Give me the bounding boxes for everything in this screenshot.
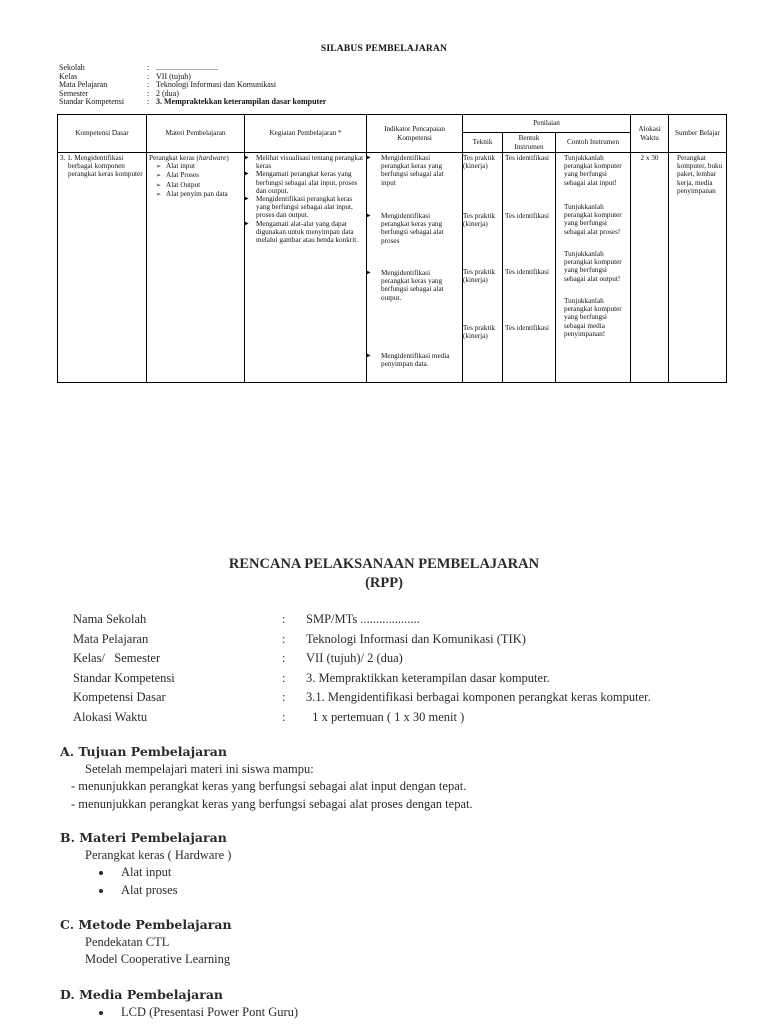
- rpp-info-label: Kompetensi Dasar: [73, 690, 166, 704]
- section-heading: C. Metode Pembelajaran: [60, 917, 232, 932]
- list-item: ▶ Mengidentifikasi perangkat keras yang berfungsi sebagai alat output.: [369, 269, 460, 352]
- section-media: [60, 986, 298, 1021]
- info-label: Mata Pelajaran: [59, 80, 108, 90]
- teknik-item: Tes praktik (kinerja): [463, 212, 496, 229]
- info-label: Kelas: [59, 71, 78, 81]
- rpp-info-value: 3. Mempraktikkan keterampilan dasar komputer.: [306, 670, 550, 685]
- header-kegiatan: Kegiatan Pembelajaran *: [245, 115, 367, 153]
- text-line: - menunjukkan perangkat keras yang berfungsi sebagai alat input dengan tepat.: [71, 779, 467, 793]
- contoh-item: Tunjukkanlah perangkat komputer yang berfungsi sebagai alat input!: [564, 154, 622, 187]
- info-value: 2 (dua): [156, 88, 179, 98]
- list-item: ➢ Alat input: [157, 162, 242, 171]
- rpp-info-value: 3.1. Mengidentifikasi berbagai komponen perangkat keras komputer.: [306, 690, 651, 704]
- list-item: • Alat input: [113, 864, 231, 882]
- contoh-item: Tunjukkanlah perangkat komputer yang berfungsi sebagai media penyimpanan!: [564, 297, 622, 338]
- bentuk-item: Tes identifikasi: [505, 212, 550, 220]
- info-value: VII (tujuh): [156, 71, 191, 81]
- section-tujuan: [60, 743, 473, 813]
- rpp-info-row: [73, 669, 651, 689]
- rpp-info-colon: :: [282, 631, 286, 646]
- rpp-info-label: Standar Kompetensi: [73, 670, 175, 685]
- section-body: [60, 1004, 298, 1022]
- list-item: • Alat proses: [113, 882, 231, 900]
- list-item: ▶ Mengamati alat-alat yang dapat digunakan untuk menyimpan data melalui gambar atau benda konkrit.: [247, 220, 364, 245]
- info-colon: :: [147, 80, 150, 90]
- info-label: Semester: [59, 88, 89, 98]
- info-colon: :: [147, 63, 150, 72]
- rpp-info-row: [73, 688, 651, 708]
- rpp-info-value: VII (tujuh)/ 2 (dua): [306, 651, 403, 665]
- header-indikator: Indikator Pencapaian Kompetensi: [367, 115, 463, 153]
- info-label: Standar Kompetensi: [59, 97, 125, 107]
- rpp-info-value: 1 x pertemuan ( 1 x 30 menit ): [306, 709, 465, 724]
- section-heading: B. Materi Pembelajaran: [60, 830, 227, 845]
- header-alokasi: Alokasi Waktu: [631, 115, 669, 153]
- list-item: ▶ Mengidentifikasi perangkat keras yang berfungsi sebagai alat input, proses dan output.: [247, 195, 364, 220]
- header-materi: Materi Pembelajaran: [147, 115, 245, 153]
- cell-sumber: Perangkat komputer, buku paket, lembar kerja, media penyimpanan: [669, 153, 727, 383]
- cell-indikator: [367, 153, 463, 383]
- info-value: ...............................: [156, 63, 218, 72]
- text-line: Perangkat keras ( Hardware ): [85, 847, 232, 862]
- cell-alokasi: 2 x 30: [631, 153, 669, 383]
- rpp-info-label: Kelas/ Semester: [73, 651, 161, 665]
- cell-materi: [147, 153, 245, 383]
- kegiatan-list: [247, 154, 364, 244]
- rpp-info-label: Nama Sekolah: [73, 612, 147, 626]
- info-row-standar-kompetensi: [59, 98, 326, 107]
- rpp-info-colon: :: [282, 670, 286, 685]
- bullet-list: [85, 864, 231, 899]
- info-value: 3. Mempraktekkan keterampilan dasar komputer: [156, 97, 327, 107]
- section-metode: [60, 916, 232, 969]
- syllabus-table: [57, 114, 727, 383]
- list-item: ▶ Mengidentifikasi perangkat keras yang berfungsi sebagai alat proses: [369, 212, 460, 269]
- rpp-info: [73, 610, 651, 727]
- rpp-info-colon: :: [282, 612, 286, 626]
- section-materi: [60, 829, 231, 899]
- teknik-item: Tes praktik (kinerja): [463, 154, 496, 171]
- rpp-title: [0, 555, 768, 593]
- rpp-info-row: [73, 630, 651, 650]
- teknik-item: Tes praktik (kinerja): [463, 324, 496, 341]
- rpp-info-colon: :: [282, 651, 286, 665]
- info-colon: :: [147, 88, 150, 98]
- section-body: [60, 934, 232, 969]
- rpp-info-value: SMP/MTs ...................: [306, 612, 420, 626]
- syllabus-info: [59, 64, 326, 107]
- list-item: ▶ Melihat visualisasi tentang perangkat keras: [247, 154, 364, 170]
- info-value: Teknologi Informasi dan Komunikasi: [156, 80, 277, 90]
- list-item: ▶ Mengidentifikasi perangkat keras yang berfungsi sebagai alat input: [369, 154, 460, 212]
- cell-bentuk: [503, 153, 556, 383]
- list-item: ▶ Mengamati perangkat keras yang berfungsi sebagai alat input, proses dan output.: [247, 170, 364, 195]
- text-line: - menunjukkan perangkat keras yang berfungsi sebagai alat proses dengan tepat.: [71, 796, 473, 811]
- text-line: Setelah mempelajari materi ini siswa mampu:: [85, 761, 314, 776]
- section-body: [60, 847, 231, 900]
- materi-list: [149, 162, 242, 199]
- section-heading: D. Media Pembelajaran: [60, 987, 224, 1002]
- header-teknik: Teknik: [463, 133, 503, 153]
- text-line: Model Cooperative Learning: [85, 952, 231, 966]
- header-kompetensi-dasar: Kompetensi Dasar: [58, 115, 147, 153]
- info-row-mapel: [59, 81, 326, 90]
- rpp-info-colon: :: [282, 690, 286, 704]
- cell-teknik: [463, 153, 503, 383]
- header-bentuk: Bentuk Instrumen: [503, 133, 556, 153]
- rpp-info-value: Teknologi Informasi dan Komunikasi (TIK): [306, 631, 526, 646]
- syllabus-title: SILABUS PEMBELAJARAN: [320, 44, 448, 54]
- cell-kompetensi-dasar: [58, 153, 147, 383]
- info-row-sekolah: [59, 64, 326, 73]
- bullet-list: [85, 1004, 298, 1022]
- rpp-info-row: [73, 649, 651, 669]
- info-colon: :: [147, 97, 150, 107]
- kd-text: 3. 1. Mengidentifikasi berbagai komponen perangkat keras komputer: [60, 154, 143, 179]
- section-heading: A. Tujuan Pembelajaran: [60, 744, 227, 759]
- rpp-title-line: RENCANA PELAKSANAAN PEMBELAJARAN: [228, 556, 540, 572]
- bentuk-item: Tes identifikasi: [505, 324, 550, 332]
- bentuk-item: Tes identifikasi: [505, 268, 550, 276]
- list-item: ➢ Alat Output: [157, 181, 242, 190]
- list-item: • LCD (Presentasi Power Pont Guru): [113, 1004, 298, 1022]
- rpp-title-line: (RPP): [365, 575, 403, 591]
- info-label: Sekolah: [59, 63, 85, 72]
- contoh-item: Tunjukkanlah perangkat komputer yang berfungsi sebagai alat proses!: [564, 203, 622, 236]
- rpp-info-label: Alokasi Waktu: [73, 709, 148, 724]
- header-penilaian: Penilaian: [463, 115, 631, 133]
- contoh-item: Tunjukkanlah perangkat komputer yang berfungsi sebagai alat output!: [564, 250, 622, 283]
- section-body: [60, 761, 473, 814]
- rpp-info-colon: :: [282, 709, 286, 724]
- indikator-list: [369, 154, 460, 368]
- list-item: ➢ Alat Proses: [157, 171, 242, 180]
- materi-intro: Perangkat keras (hardware): [149, 154, 229, 162]
- header-contoh: Contoh Instrumen: [556, 133, 631, 153]
- table-row: [58, 153, 727, 383]
- bentuk-item: Tes identifikasi: [505, 154, 550, 162]
- header-sumber: Sumber Belajar: [669, 115, 727, 153]
- info-colon: :: [147, 71, 150, 81]
- rpp-info-row: [73, 610, 651, 630]
- teknik-item: Tes praktik (kinerja): [463, 268, 496, 285]
- cell-kegiatan: [245, 153, 367, 383]
- rpp-info-row: [73, 708, 651, 728]
- cell-contoh: [556, 153, 631, 383]
- list-item: ▶ Mengidentifikasi media penyimpan data.: [369, 352, 460, 368]
- text-line: Pendekatan CTL: [85, 934, 170, 949]
- list-item: ➢ Alat penyim pan data: [157, 190, 242, 199]
- rpp-info-label: Mata Pelajaran: [73, 631, 149, 646]
